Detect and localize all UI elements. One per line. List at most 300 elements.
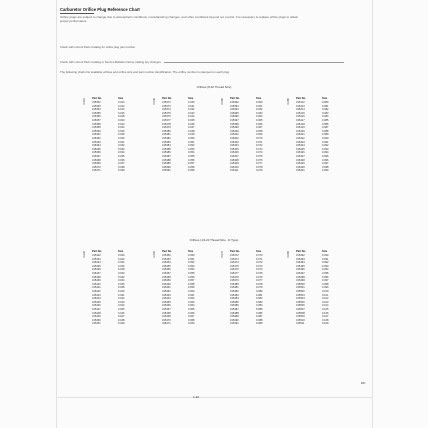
table-cell: 0.047	[188, 126, 195, 130]
table-cell: 315404	[230, 144, 239, 148]
table-cell: 315374	[162, 108, 171, 112]
table-cell: 0.072	[256, 144, 263, 148]
table-cell: 315390	[162, 165, 171, 169]
table-cell: 315452	[162, 254, 171, 257]
table-cell: 315379	[162, 126, 171, 130]
table-cell: 0.059	[188, 169, 195, 173]
table-cell: 315373	[162, 104, 171, 108]
table-cell: 0.072	[256, 261, 263, 265]
table-cell: 315395	[230, 111, 239, 115]
table-cell: 0.099	[322, 169, 329, 173]
table-cell: 315378	[162, 122, 171, 126]
table-cell: 0.071	[256, 140, 263, 144]
table-cell: 315429	[296, 162, 305, 166]
table-cell: 0.092	[322, 144, 329, 148]
table-cell: 0.052	[188, 261, 195, 265]
table-cell: 315450	[92, 318, 101, 322]
table-cell: 0.075	[256, 271, 263, 275]
table-cell: 315376	[162, 115, 171, 119]
table-cell: 315496	[296, 268, 305, 272]
table-cell: 315407	[230, 154, 239, 158]
table-cell: 315426	[296, 151, 305, 155]
column-header: Size	[188, 250, 194, 253]
orifice-table-group	[162, 249, 210, 326]
table-cell: 0.077	[256, 162, 263, 166]
table-cell: 0.024	[118, 126, 125, 130]
table-cell: 0.052	[188, 144, 195, 148]
table-cell: 315500	[296, 282, 305, 286]
table-cell: 0.085	[256, 307, 263, 311]
table-cell: 0.026	[118, 129, 125, 133]
table-cell: 315405	[230, 147, 239, 151]
intro-paragraph: Orifice plugs are subject to change due to atmospheric conditions, manufacturing changes, and other conditions beyond our control. It is necessary to replace orifice plugs to obtain proper performance.	[60, 15, 299, 23]
table-cell: 315361	[92, 133, 101, 137]
table-cell: 315472	[230, 254, 239, 257]
table-cell: 0.064	[256, 115, 263, 119]
orifice-table-group	[92, 249, 140, 326]
table-cell: 0.022	[118, 122, 125, 126]
table-cell: 315394	[230, 108, 239, 112]
table-cell: 0.045	[118, 307, 125, 311]
table-cell: 315489	[230, 315, 239, 319]
table-cell: 315475	[230, 264, 239, 268]
table-cell: 315458	[162, 275, 171, 279]
table-cell: 315384	[162, 144, 171, 148]
table-cell: 315365	[92, 147, 101, 151]
table-cell: 315406	[230, 151, 239, 155]
table-cell: 0.048	[118, 318, 125, 322]
table-cell: 0.081	[256, 293, 263, 297]
table-cell: 0.080	[256, 289, 263, 293]
table-cell: 0.083	[256, 300, 263, 304]
table-cell: 0.048	[188, 129, 195, 133]
table-cell: 0.050	[188, 254, 195, 257]
table-cell: 0.087	[322, 126, 329, 130]
table-cell: 0.091	[322, 257, 329, 261]
table-cell: 315430	[296, 165, 305, 169]
table-cell: 315386	[162, 151, 171, 155]
column-header: Part No.	[162, 97, 172, 100]
orifice-table-group	[296, 96, 344, 173]
table-cell: 0.051	[188, 257, 195, 261]
table-cell: 0.063	[188, 300, 195, 304]
table-cell: 0.058	[188, 165, 195, 169]
rotated-size-column: 0.060	[221, 98, 224, 105]
table-cell: 0.063	[256, 111, 263, 115]
table-cell: 315418	[296, 122, 305, 126]
table-cell: 315355	[92, 111, 101, 115]
table-cell: 0.031	[118, 140, 125, 144]
table-cell: 315454	[162, 261, 171, 265]
table-cell: 315387	[162, 154, 171, 158]
size-column	[118, 96, 140, 173]
table-cell: 315367	[92, 154, 101, 158]
table-cell: 315381	[162, 133, 171, 137]
table-cell: 0.053	[188, 147, 195, 151]
table-cell: 0.084	[256, 304, 263, 308]
table-cell: 315417	[296, 118, 305, 122]
table-cell: 0.083	[322, 111, 329, 115]
table-cell: 0.108	[322, 318, 329, 322]
table-cell: 315487	[230, 307, 239, 311]
part-number-column	[162, 96, 188, 173]
table-cell: 315465	[162, 300, 171, 304]
table-cell: 315391	[162, 169, 171, 173]
table-cell: 0.028	[118, 268, 125, 272]
table-cell: 315447	[92, 307, 101, 311]
table-cell: 315488	[230, 311, 239, 315]
table-cell: 315501	[296, 286, 305, 290]
table-cell: 0.032	[118, 144, 125, 148]
table-cell: 315490	[230, 318, 239, 322]
table-cell: 0.102	[322, 297, 329, 301]
part-number-column	[296, 249, 322, 326]
table-cell: 0.105	[322, 307, 329, 311]
table-cell: 0.085	[322, 118, 329, 122]
table-cell: 0.068	[188, 318, 195, 322]
table-cell: 315506	[296, 304, 305, 308]
table-cell: 315399	[230, 126, 239, 130]
rotated-size-column: 0.070	[221, 251, 224, 258]
table-cell: 315359	[92, 126, 101, 130]
table-cell: 315438	[92, 275, 101, 279]
table-cell: 0.047	[118, 315, 125, 319]
table-cell: 0.061	[188, 293, 195, 297]
table-cell: 315377	[162, 118, 171, 122]
table-cell: 0.066	[256, 122, 263, 126]
table-cell: 0.067	[188, 315, 195, 319]
column-header: Part No.	[230, 97, 240, 100]
table-cell: 315492	[296, 254, 305, 257]
table-cell: 0.032	[118, 275, 125, 279]
table-cell: 0.079	[256, 169, 263, 173]
table-cell: 315456	[162, 268, 171, 272]
table-cell: 315425	[296, 147, 305, 151]
table-cell: 0.093	[322, 147, 329, 151]
table-cell: 315362	[92, 136, 101, 140]
table-cell: 315448	[92, 311, 101, 315]
column-header: Size	[256, 250, 262, 253]
table-cell: 0.026	[118, 264, 125, 268]
table-cell: 315471	[162, 322, 171, 326]
column-header: Size	[322, 250, 328, 253]
table-cell: 315464	[162, 297, 171, 301]
table-cell: 0.051	[188, 140, 195, 144]
table-cell: 0.106	[322, 311, 329, 315]
table-cell: 0.097	[322, 279, 329, 283]
table-cell: 315484	[230, 297, 239, 301]
page-margin-bottom	[56, 397, 372, 398]
table-cell: 0.089	[256, 322, 263, 326]
table-cell: 315444	[92, 297, 101, 301]
orifice-table-group	[296, 249, 344, 326]
table-cell: 0.065	[188, 307, 195, 311]
table-cell: 0.064	[188, 304, 195, 308]
table-cell: 315460	[162, 282, 171, 286]
table-cell: 315424	[296, 144, 305, 148]
table-cell: 315375	[162, 111, 171, 115]
table-cell: 315400	[230, 129, 239, 133]
table-cell: 315469	[162, 315, 171, 319]
table-cell: 0.028	[118, 133, 125, 137]
table-cell: 0.073	[256, 264, 263, 268]
table-cell: 315423	[296, 140, 305, 144]
table-cell: 315494	[296, 261, 305, 265]
table-cell: 0.078	[256, 282, 263, 286]
table-cell: 315498	[296, 275, 305, 279]
table-cell: 315364	[92, 144, 101, 148]
table-cell: 315482	[230, 289, 239, 293]
table-cell: 315462	[162, 289, 171, 293]
orifice-table-group	[92, 96, 140, 173]
table-cell: 315453	[162, 257, 171, 261]
table-cell: 0.035	[118, 154, 125, 158]
table-cell: 315393	[230, 104, 239, 108]
table-cell: 0.042	[188, 108, 195, 112]
table-cell: 0.067	[256, 126, 263, 130]
table-cell: 315432	[92, 254, 101, 257]
note-2-text: Check with current Parts Catalog or Service Bulletins before making any changes.	[60, 60, 162, 64]
table-cell: 315419	[296, 126, 305, 130]
table-cell: 315385	[162, 147, 171, 151]
table-cell: 315420	[296, 129, 305, 133]
table-cell: 0.097	[322, 162, 329, 166]
table-cell: 0.069	[256, 133, 263, 137]
table-cell: 315486	[230, 304, 239, 308]
column-header: Size	[322, 97, 328, 100]
table-cell: 315416	[296, 115, 305, 119]
table-cell: 315455	[162, 264, 171, 268]
size-column	[188, 249, 210, 326]
note-1	[60, 45, 136, 49]
table-cell: 0.056	[188, 158, 195, 162]
orifice-table-group	[230, 249, 278, 326]
table-cell: 315434	[92, 261, 101, 265]
table-cell: 315409	[230, 162, 239, 166]
column-header: Part No.	[296, 97, 306, 100]
table-cell: 0.068	[256, 129, 263, 133]
table-cell: 315421	[296, 133, 305, 137]
table-cell: 0.018	[118, 115, 125, 119]
table-cell: 315388	[162, 158, 171, 162]
table-cell: 315396	[230, 115, 239, 119]
table-cell: 315397	[230, 118, 239, 122]
table-cell: 315480	[230, 282, 239, 286]
table-cell: 0.080	[322, 101, 329, 104]
table-cell: 315508	[296, 311, 305, 315]
table-cell: 315366	[92, 151, 101, 155]
orifice-table-group	[230, 96, 278, 173]
table-cell: 0.038	[118, 286, 125, 290]
column-header: Part No.	[296, 250, 306, 253]
table-cell: 315410	[230, 165, 239, 169]
table-cell: 315503	[296, 293, 305, 297]
table-cell: 0.096	[322, 275, 329, 279]
rotated-size-column: 0.010	[83, 98, 86, 105]
table-cell: 0.030	[118, 271, 125, 275]
table-cell: 315413	[296, 104, 305, 108]
table-cell: 315383	[162, 140, 171, 144]
table-cell: 315354	[92, 108, 101, 112]
table-cell: 315481	[230, 286, 239, 290]
table-cell: 0.055	[188, 271, 195, 275]
table-cell: 315414	[296, 108, 305, 112]
table-cell: 0.049	[118, 322, 125, 326]
table-cell: 315415	[296, 111, 305, 115]
table-cell: 315431	[296, 169, 305, 173]
table-cell: 0.076	[256, 275, 263, 279]
part-number-column	[230, 249, 256, 326]
table-cell: 315495	[296, 264, 305, 268]
table-cell: 315463	[162, 293, 171, 297]
size-column	[322, 96, 344, 173]
column-header: Part No.	[92, 250, 102, 253]
rotated-size-column: 0.020	[83, 251, 86, 258]
column-header: Size	[256, 97, 262, 100]
table-cell: 315403	[230, 140, 239, 144]
size-column	[256, 96, 278, 173]
table-cell: 0.036	[118, 282, 125, 286]
table-cell: 0.058	[188, 282, 195, 286]
part-number-column	[230, 96, 256, 173]
table-cell: 0.057	[188, 279, 195, 283]
table-cell: 0.082	[322, 108, 329, 112]
table-cell: 0.050	[188, 136, 195, 140]
page-number: 1-46	[193, 395, 200, 399]
table-cell: 315389	[162, 162, 171, 166]
publisher-mark: IMC	[361, 382, 366, 385]
table-cell: 315497	[296, 271, 305, 275]
table-cell: 0.070	[256, 136, 263, 140]
table-cell: 0.040	[118, 289, 125, 293]
table-cell: 0.104	[322, 304, 329, 308]
table-cell: 0.074	[256, 151, 263, 155]
orifice-table-group	[162, 96, 210, 173]
table-cell: 0.057	[188, 162, 195, 166]
table-cell: 315433	[92, 257, 101, 261]
table-cell: 0.041	[188, 104, 195, 108]
table-cell: 0.071	[256, 257, 263, 261]
table-cell: 0.054	[188, 151, 195, 155]
note-1-text: Check with current Parts Catalog for orifice plug part number.	[60, 45, 136, 49]
page-margin-left	[56, 0, 57, 428]
table-cell: 315459	[162, 279, 171, 283]
table-cell: 0.079	[256, 286, 263, 290]
note-3: The following charts list available orifices and orifice size and part number identification. The orifice number is stamped on each plug.	[60, 70, 230, 74]
table-cell: 315476	[230, 268, 239, 272]
table-cell: 315402	[230, 136, 239, 140]
table-cell: 0.093	[322, 264, 329, 268]
table-cell: 315468	[162, 311, 171, 315]
table-cell: 315483	[230, 293, 239, 297]
table-cell: 0.075	[256, 154, 263, 158]
table-cell: 315441	[92, 286, 101, 290]
table-cell: 315467	[162, 307, 171, 311]
table-cell: 315445	[92, 300, 101, 304]
table-cell: 315356	[92, 115, 101, 119]
table-cell: 0.034	[118, 279, 125, 283]
section-title-1-4-20: Orifices (1/4-20 Thread Size - D Type)	[189, 238, 239, 242]
table-cell: 0.098	[322, 282, 329, 286]
table-cell: 315352	[92, 101, 101, 104]
table-cell: 0.095	[322, 271, 329, 275]
title-underline	[60, 13, 94, 14]
table-cell: 315370	[92, 165, 101, 169]
table-cell: 0.012	[118, 104, 125, 108]
size-column	[118, 249, 140, 326]
table-cell: 0.010	[118, 101, 125, 104]
table-cell: 0.043	[188, 111, 195, 115]
table-cell: 0.053	[188, 264, 195, 268]
table-cell: 315371	[92, 169, 101, 173]
table-cell: 0.096	[322, 158, 329, 162]
table-cell: 0.044	[188, 115, 195, 119]
note-2	[60, 60, 344, 64]
table-cell: 0.038	[118, 165, 125, 169]
table-cell: 0.043	[118, 300, 125, 304]
table-cell: 315360	[92, 129, 101, 133]
table-cell: 0.081	[322, 104, 329, 108]
table-cell: 315439	[92, 279, 101, 283]
table-cell: 0.082	[256, 297, 263, 301]
table-cell: 0.036	[118, 158, 125, 162]
table-cell: 0.092	[322, 261, 329, 265]
table-cell: 0.078	[256, 165, 263, 169]
table-cell: 315440	[92, 282, 101, 286]
table-cell: 0.016	[118, 111, 125, 115]
table-cell: 0.020	[118, 254, 125, 257]
table-cell: 315358	[92, 122, 101, 126]
table-cell: 0.054	[188, 268, 195, 272]
table-cell: 315511	[296, 322, 305, 326]
page-title: Carburetor Orifice Plug Reference Chart	[60, 7, 140, 12]
column-header: Size	[118, 97, 124, 100]
table-cell: 315493	[296, 257, 305, 261]
table-cell: 0.094	[322, 151, 329, 155]
table-cell: 0.044	[118, 304, 125, 308]
table-cell: 0.024	[118, 261, 125, 265]
table-cell: 315491	[230, 322, 239, 326]
table-cell: 0.046	[188, 122, 195, 126]
size-column	[188, 96, 210, 173]
table-cell: 0.091	[322, 140, 329, 144]
column-header: Part No.	[162, 250, 172, 253]
table-cell: 315477	[230, 271, 239, 275]
table-cell: 315357	[92, 118, 101, 122]
table-cell: 0.100	[322, 289, 329, 293]
page-margin-right	[372, 0, 373, 428]
column-header: Part No.	[92, 97, 102, 100]
table-cell: 0.084	[322, 115, 329, 119]
table-cell: 315363	[92, 140, 101, 144]
table-cell: 315442	[92, 289, 101, 293]
table-cell: 315398	[230, 122, 239, 126]
part-number-column	[92, 249, 118, 326]
table-cell: 0.069	[188, 322, 195, 326]
table-cell: 315499	[296, 279, 305, 283]
table-cell: 0.056	[188, 275, 195, 279]
table-cell: 0.098	[322, 165, 329, 169]
table-cell: 315353	[92, 104, 101, 108]
table-cell: 315504	[296, 297, 305, 301]
table-cell: 315470	[162, 318, 171, 322]
table-cell: 315461	[162, 286, 171, 290]
table-cell: 0.060	[188, 289, 195, 293]
table-cell: 0.041	[118, 293, 125, 297]
table-cell: 0.090	[322, 254, 329, 257]
table-cell: 0.109	[322, 322, 329, 326]
table-cell: 315449	[92, 315, 101, 319]
